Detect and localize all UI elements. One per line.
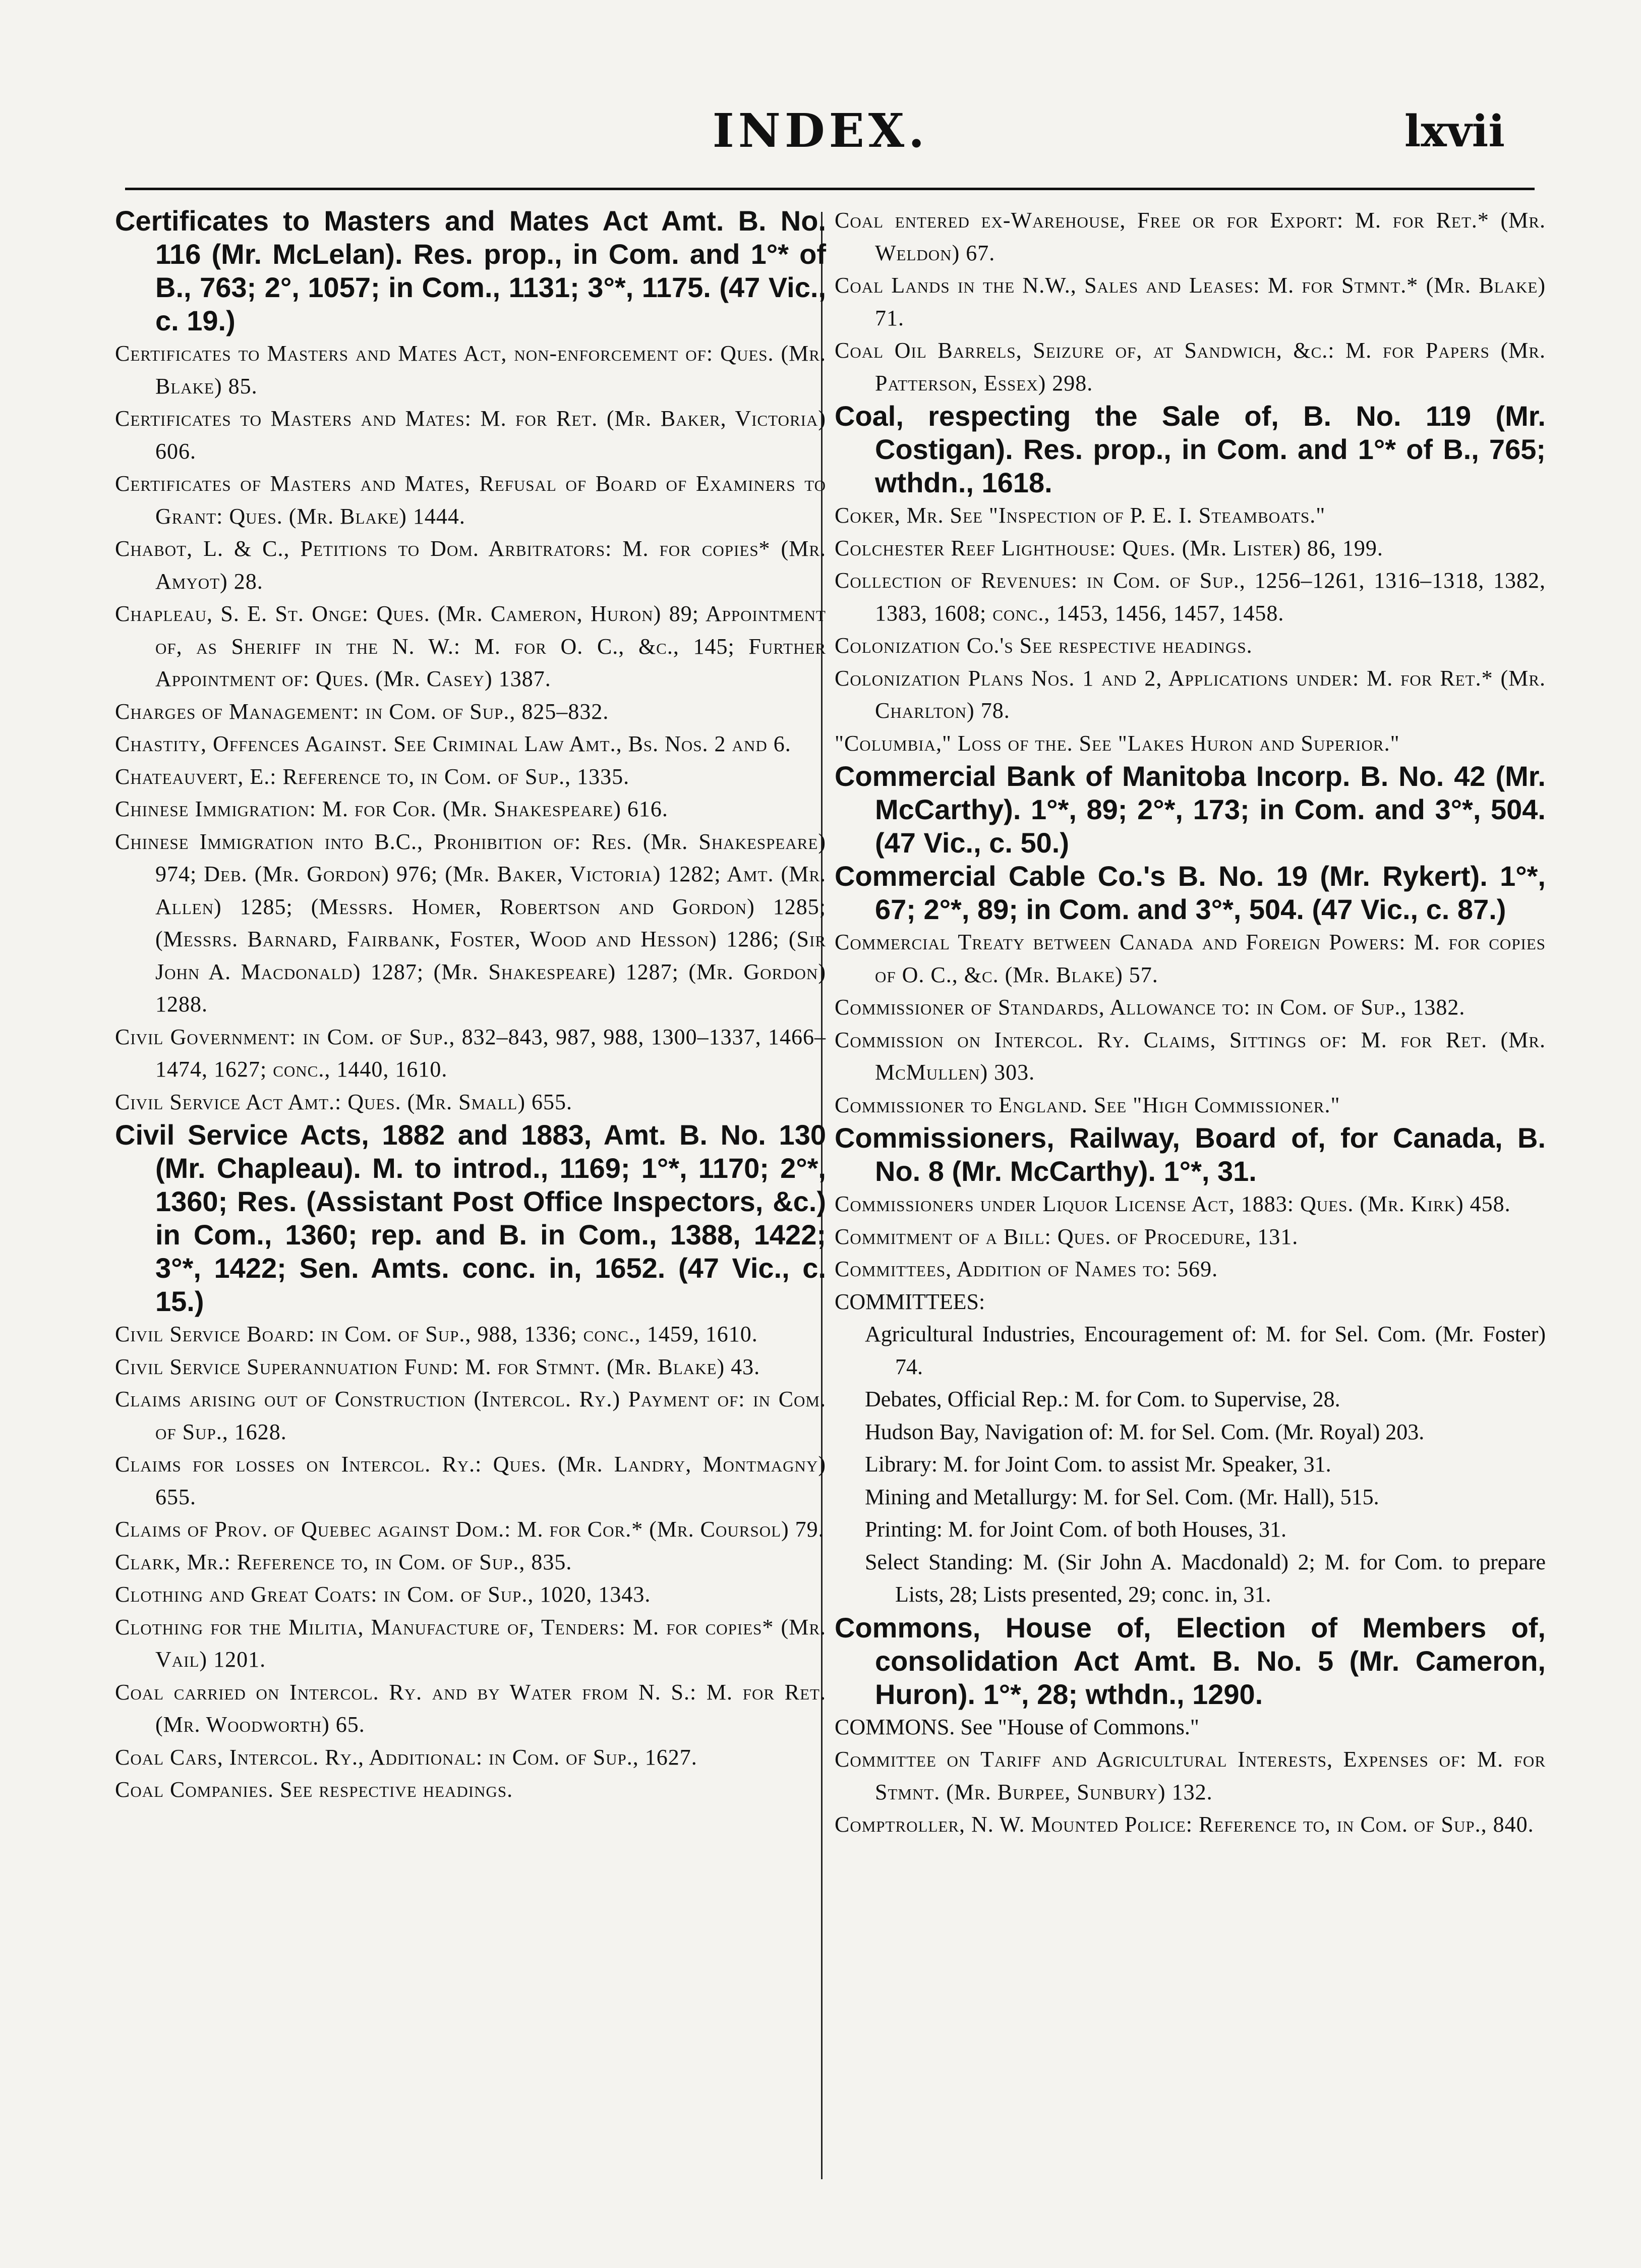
index-entry: Coal carried on Intercol. Ry. and by Water from N. S.: M. for Ret. (Mr. Woodworth) 65. [115,1679,826,1737]
left-column [115,204,826,1806]
index-entry: Comptroller, N. W. Mounted Police: Reference to, in Com. of Sup., 840. [835,1812,1534,1837]
index-entry: Chinese Immigration into B.C., Prohibition of: Res. (Mr. Shakespeare) 974; Deb. (Mr. Gordon) 976; (Mr. Baker, Victoria) 1282; Amt. (Mr. Allen) 1285; (Messrs. Homer, Robertson and Gordon) 1285; (Messrs. Barnard, Fairbank, Foster, Wood and Hesson) 1286; (Sir John A. Macdonald) 1287; (Mr. Shakespeare) 1287; (Mr. Gordon) 1288. [115,829,827,1016]
index-entry: Claims for losses on Intercol. Ry.: Ques. (Mr. Landry, Montmagny) 655. [115,1452,826,1509]
right-column [835,204,1546,1841]
index-entry: Commons, House of, Election of Members of, consolidation Act Amt. B. No. 5 (Mr. Cameron, Huron). 1°*, 28; wthdn., 1290. [835,1611,1546,1710]
index-entry: Committee on Tariff and Agricultural Interests, Expenses of: M. for Stmnt. (Mr. Burpee, Sunbury) 132. [835,1747,1546,1804]
index-entry: Colonization Plans Nos. 1 and 2, Applications under: M. for Ret.* (Mr. Charlton) 78. [835,665,1546,723]
index-entry: Clothing and Great Coats: in Com. of Sup., 1020, 1343. [115,1582,651,1607]
index-entry: Coker, Mr. See "Inspection of P. E. I. Steamboats." [835,503,1326,528]
index-entry: Commitment of a Bill: Ques. of Procedure, 131. [835,1224,1299,1249]
index-entry: Civil Service Act Amt.: Ques. (Mr. Small) 655. [115,1089,573,1114]
index-entry: Coal entered ex-Warehouse, Free or for Export: M. for Ret.* (Mr. Weldon) 67. [835,208,1546,265]
index-entry: Chapleau, S. E. St. Onge: Ques. (Mr. Cameron, Huron) 89; Appointment of, as Sheriff in the N. W.: M. for O. C., &c., 145; Further Appointment of: Ques. (Mr. Casey) 1387. [115,601,826,691]
index-entry: Certificates to Masters and Mates Act, non-enforcement of: Ques. (Mr. Blake) 85. [115,341,826,399]
index-entry: Certificates to Masters and Mates Act Amt. B. No. 116 (Mr. McLelan). Res. prop., in Com. and 1°* of B., 763; 2°, 1057; in Com., 1131; 3°*, 1175. (47 Vic., c. 19.) [115,205,826,336]
header-rule [125,188,1535,190]
index-entry: Colchester Reef Lighthouse: Ques. (Mr. Lister) 86, 199. [835,535,1383,560]
committee-subentry: Debates, Official Rep.: M. for Com. to Supervise, 28. [865,1387,1340,1411]
index-entry: Civil Service Superannuation Fund: M. for Stmnt. (Mr. Blake) 43. [115,1354,760,1379]
index-entry: Civil Government: in Com. of Sup., 832–843, 987, 988, 1300–1337, 1466–1474, 1627; conc., 1440, 1610. [115,1024,826,1082]
index-entry: Civil Service Board: in Com. of Sup., 988, 1336; conc., 1459, 1610. [115,1322,758,1346]
index-entry: "Columbia," Loss of the. See "Lakes Huron and Superior." [835,730,1400,756]
index-entry: Coal Companies. See respective headings. [115,1777,513,1802]
index-entry: Clothing for the Militia, Manufacture of, Tenders: M. for copies* (Mr. Vail) 1201. [115,1614,826,1672]
index-entry: Commercial Treaty between Canada and Foreign Powers: M. for copies of O. C., &c. (Mr. Blake) 57. [835,930,1546,987]
index-entry: Chastity, Offences Against. See Criminal Law Amt., Bs. Nos. 2 and 6. [115,731,791,756]
index-entry: Commercial Cable Co.'s B. No. 19 (Mr. Rykert). 1°*, 67; 2°*, 89; in Com. and 3°*, 504. (47 Vic., c. 87.) [835,860,1546,925]
index-entry: Coal, respecting the Sale of, B. No. 119 (Mr. Costigan). Res. prop., in Com. and 1°* of B., 765; wthdn., 1618. [835,400,1546,498]
index-entry: Charges of Management: in Com. of Sup., 825–832. [115,699,609,724]
index-entry: Committees, Addition of Names to: 569. [835,1257,1218,1281]
index-entry: Chinese Immigration: M. for Cor. (Mr. Shakespeare) 616. [115,797,668,821]
committee-subentry: Select Standing: M. (Sir John A. Macdonald) 2; M. for Com. to prepare Lists, 28; Lists presented, 29; conc. in, 31. [865,1549,1546,1607]
page-title: INDEX. [712,103,929,158]
index-entry: Claims arising out of Construction (Intercol. Ry.) Payment of: in Com. of Sup., 1628. [115,1387,826,1444]
committee-subentry: Agricultural Industries, Encouragement of: M. for Sel. Com. (Mr. Foster) 74. [865,1322,1546,1379]
index-entry: Commissioner of Standards, Allowance to: in Com. of Sup., 1382. [835,995,1466,1019]
committees-heading: COMMITTEES: [835,1289,985,1314]
committee-subentry: Hudson Bay, Navigation of: M. for Sel. Com. (Mr. Royal) 203. [865,1419,1425,1444]
index-entry: Commercial Bank of Manitoba Incorp. B. No. 42 (Mr. McCarthy). 1°*, 89; 2°*, 173; in Com. and 3°*, 504. (47 Vic., c. 50.) [835,760,1546,859]
index-entry: Claims of Prov. of Quebec against Dom.: M. for Cor.* (Mr. Coursol) 79. [115,1517,825,1542]
index-entry: Coal Cars, Intercol. Ry., Additional: in Com. of Sup., 1627. [115,1744,697,1770]
index-entry: Civil Service Acts, 1882 and 1883, Amt. B. No. 130 (Mr. Chapleau). M. to introd., 1169; 1°*, 1170; 2°*, 1360; Res. (Assistant Post Office Inspectors, &c.) in Com., 1360; rep. and B. in Com., 1388, 1422; 3°*, 1422; Sen. Amts. conc. in, 1652. (47 Vic., c. 15.) [115,1119,826,1317]
committee-subentry: Printing: M. for Joint Com. of both Houses, 31. [865,1517,1287,1542]
index-entry: Commissioners under Liquor License Act, 1883: Ques. (Mr. Kirk) 458. [835,1192,1511,1216]
committee-subentry: Mining and Metallurgy: M. for Sel. Com. (Mr. Hall), 515. [865,1484,1379,1509]
index-entry: Collection of Revenues: in Com. of Sup., 1256–1261, 1316–1318, 1382, 1383, 1608; conc., 1453, 1456, 1457, 1458. [835,568,1546,626]
index-entry: Commission on Intercol. Ry. Claims, Sittings of: M. for Ret. (Mr. McMullen) 303. [835,1027,1546,1085]
index-entry: Coal Oil Barrels, Seizure of, at Sandwich, &c.: M. for Papers (Mr. Patterson, Essex) 298. [835,338,1546,395]
index-entry: Certificates to Masters and Mates: M. for Ret. (Mr. Baker, Victoria) 606. [115,406,826,464]
committee-subentry: Library: M. for Joint Com. to assist Mr. Speaker, 31. [865,1452,1331,1477]
index-entry: Chabot, L. & C., Petitions to Dom. Arbitrators: M. for copies* (Mr. Amyot) 28. [115,536,826,594]
index-entry: Clark, Mr.: Reference to, in Com. of Sup., 835. [115,1549,572,1574]
index-entry: Coal Lands in the N.W., Sales and Leases: M. for Stmnt.* (Mr. Blake) 71. [835,273,1546,330]
index-entry: Commissioner to England. See "High Commissioner." [835,1092,1340,1117]
index-entry: Chateauvert, E.: Reference to, in Com. of Sup., 1335. [115,764,630,789]
index-entry: Commissioners, Railway, Board of, for Canada, B. No. 8 (Mr. McCarthy). 1°*, 31. [835,1122,1546,1187]
index-entry: Colonization Co.'s See respective headings. [835,633,1253,658]
page-number: lxvii [1404,106,1505,157]
index-entry: Certificates of Masters and Mates, Refusal of Board of Examiners to Grant: Ques. (Mr. Blake) 1444. [115,471,826,529]
index-entry: COMMONS. See "House of Commons." [835,1714,1199,1739]
